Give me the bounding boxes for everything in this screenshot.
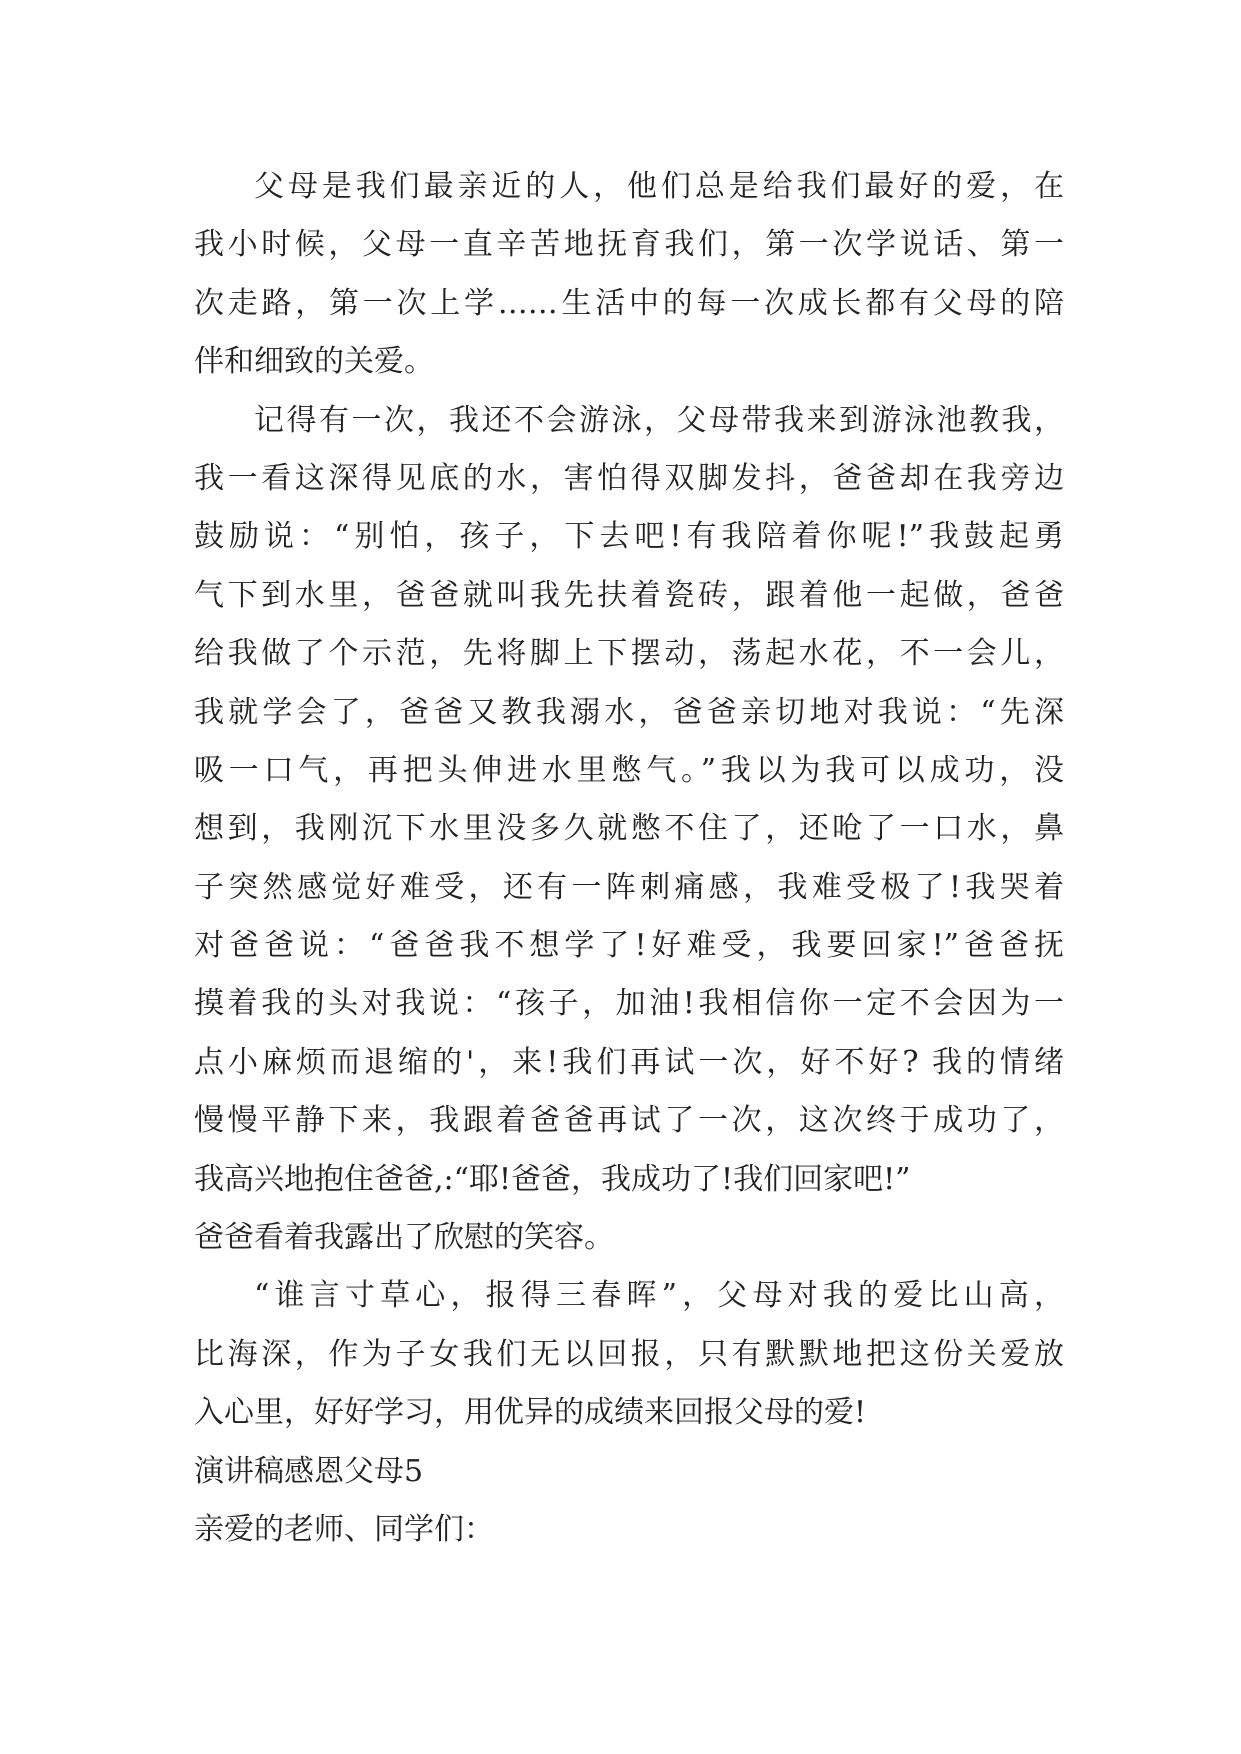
text-line: 我就学会了，爸爸又教我溺水，爸爸亲切地对我说：“先深	[194, 694, 1064, 730]
text-line: 吸一口气，再把头伸进水里憋气。”我以为我可以成功，没	[194, 752, 1064, 788]
text-line: 伴和细致的关爱。	[194, 344, 434, 380]
text-line: 摸着我的头对我说：“孩子，加油!我相信你一定不会因为一	[194, 986, 1064, 1022]
document-page	[194, 158, 1064, 1559]
text-line: 给我做了个示范，先将脚上下摆动，荡起水花，不一会儿，	[194, 636, 1064, 672]
text-line: 我一看这深得见底的水，害怕得双脚发抖，爸爸却在我旁边	[194, 460, 1064, 496]
text-line: 点小麻烦而退缩的'，来!我们再试一次，好不好? 我的情绪	[194, 1044, 1064, 1080]
text-line: 对爸爸说：“爸爸我不想学了!好难受，我要回家!”爸爸抚	[194, 928, 1064, 964]
text-line: 我小时候，父母一直辛苦地抚育我们，第一次学说话、第一	[194, 227, 1064, 263]
section-title: 演讲稿感恩父母5	[194, 1453, 424, 1489]
text-line: 想到，我刚沉下水里没多久就憋不住了，还呛了一口水，鼻	[194, 811, 1064, 847]
text-line: 气下到水里，爸爸就叫我先扶着瓷砖，跟着他一起做，爸爸	[194, 577, 1064, 613]
text-line: 记得有一次，我还不会游泳，父母带我来到游泳池教我，	[254, 402, 1064, 438]
salutation: 亲爱的老师、同学们：	[194, 1511, 494, 1547]
text-line: 子突然感觉好难受，还有一阵刺痛感，我难受极了!我哭着	[194, 869, 1064, 905]
paragraph-2	[194, 392, 1064, 1268]
text-line: 比海深，作为子女我们无以回报，只有默默地把这份关爱放	[194, 1336, 1064, 1372]
text-line: 次走路，第一次上学……生活中的每一次成长都有父母的陪	[194, 285, 1064, 321]
text-line: “谁言寸草心，报得三春晖”，父母对我的爱比山高，	[254, 1278, 1064, 1314]
paragraph-1	[194, 158, 1064, 392]
text-line: 慢慢平静下来，我跟着爸爸再试了一次，这次终于成功了，	[194, 1103, 1064, 1139]
text-line: 入心里，好好学习，用优异的成绩来回报父母的爱!	[194, 1395, 867, 1431]
paragraph-3	[194, 1267, 1064, 1442]
text-line: 爸爸看着我露出了欣慰的笑容。	[194, 1220, 614, 1256]
text-line: 父母是我们最亲近的人，他们总是给我们最好的爱，在	[254, 169, 1064, 204]
text-line: 我高兴地抱住爸爸,:“耶!爸爸，我成功了!我们回家吧!”	[194, 1161, 911, 1197]
text-line: 鼓励说：“别怕，孩子，下去吧!有我陪着你呢!”我鼓起勇	[194, 519, 1064, 555]
